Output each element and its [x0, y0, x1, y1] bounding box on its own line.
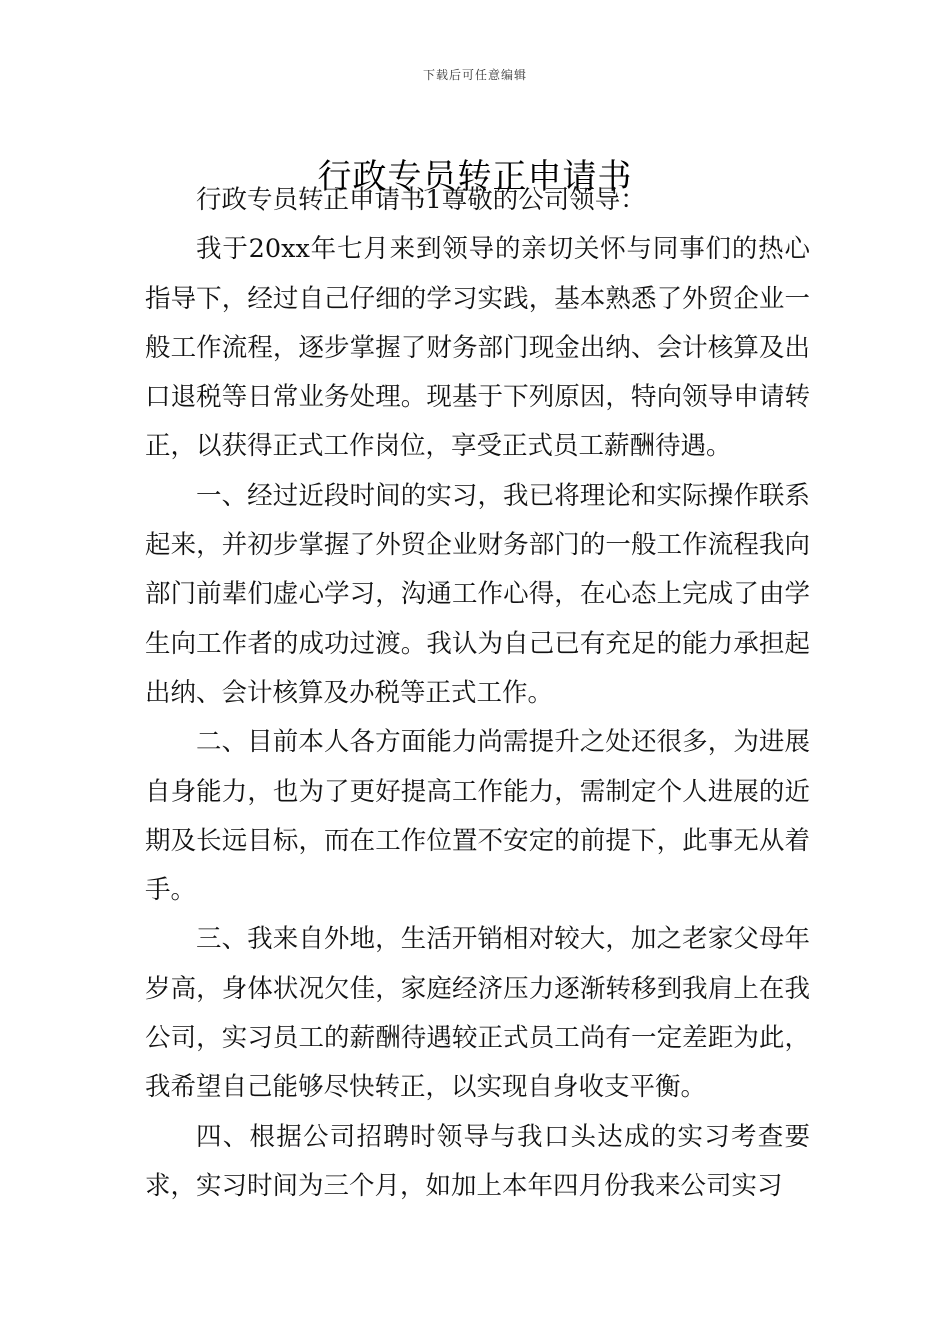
paragraph-reason-1: 一、经过近段时间的实习，我已将理论和实际操作联系起来，并初步掌握了外贸企业财务部门的一般工作流程我向部门前辈们虚心学习，沟通工作心得，在心态上完成了由学生向工作者的成功过渡。我认为自己已有充足的能力承担起出纳、会计核算及办税等正式工作。 [145, 480, 810, 708]
paragraph-intro: 我于20xx年七月来到领导的亲切关怀与同事们的热心指导下，经过自己仔细的学习实践，基本熟悉了外贸企业一般工作流程，逐步掌握了财务部门现金出纳、会计核算及出口退税等日常业务处理。现基于下列原因，特向领导申请转正，以获得正式工作岗位，享受正式员工薪酬待遇。 [145, 234, 810, 462]
paragraph-reason-3: 三、我来自外地，生活开销相对较大，加之老家父母年岁高，身体状况欠佳，家庭经济压力逐渐转移到我肩上在我公司，实习员工的薪酬待遇较正式员工尚有一定差距为此，我希望自己能够尽快转正，以实现自身收支平衡。 [145, 924, 810, 1103]
paragraph-salutation: 行政专员转正申请书1尊敬的公司领导： [196, 185, 646, 215]
header-note: 下载后可任意编辑 [422, 68, 527, 82]
document-body [145, 176, 810, 1211]
paragraph-reason-4: 四、根据公司招聘时领导与我口头达成的实习考查要求，实习时间为三个月，如加上本年四月份我来公司实习 [145, 1121, 810, 1201]
document-title: 行政专员转正申请书 [317, 156, 633, 197]
paragraph-reason-2: 二、目前本人各方面能力尚需提升之处还很多，为进展自身能力，也为了更好提高工作能力，需制定个人进展的近期及长远目标，而在工作位置不安定的前提下，此事无从着手。 [145, 727, 810, 906]
